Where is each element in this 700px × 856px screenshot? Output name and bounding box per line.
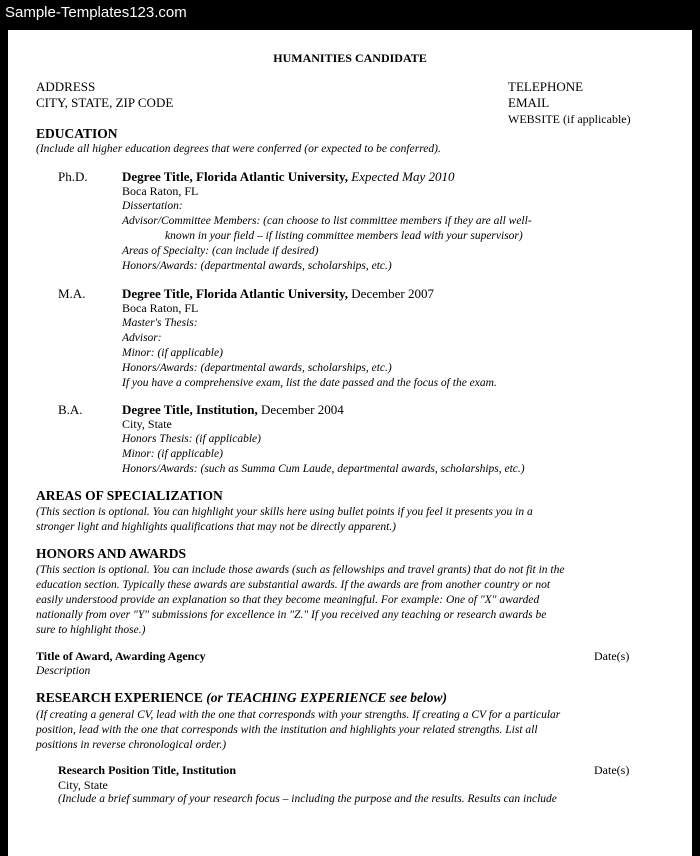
site-watermark: Sample-Templates123.com	[5, 4, 187, 21]
degree-detail: Areas of Specialty: (can include if desired)	[122, 245, 319, 257]
degree-detail: Honors/Awards: (departmental awards, scholarships, etc.)	[122, 260, 392, 272]
paragraph-line: easily understood provide an explanation so that they become meaningful. For example: One of "X" awarded	[36, 594, 540, 606]
specialization-text	[36, 505, 533, 535]
paragraph-line: (If creating a general CV, lead with the one that corresponds with your strengths. If creating a CV for a particular	[36, 709, 561, 721]
degree-title: Degree Title, Florida Atlantic University,	[122, 169, 349, 184]
education-note: (Include all higher education degrees that were conferred (or expected to be conferred).	[36, 143, 441, 155]
research-heading	[36, 690, 447, 706]
honors-heading: HONORS AND AWARDS	[36, 546, 187, 561]
honors-text	[36, 563, 564, 638]
paragraph-line: sure to highlight those.)	[36, 624, 146, 636]
degree-date: Expected May 2010	[351, 169, 455, 184]
research-position-title: Research Position Title, Institution	[58, 763, 237, 777]
degree-detail: Minor: (if applicable)	[122, 448, 223, 460]
degree-detail: Advisor/Committee Members: (can choose to list committee members if they are all well-	[122, 215, 532, 227]
award-date: Date(s)	[594, 649, 630, 663]
degree-detail: Minor: (if applicable)	[122, 347, 223, 359]
telephone: TELEPHONE	[508, 79, 584, 94]
degree-ma-block	[122, 286, 497, 391]
degree-date: December 2007	[351, 286, 434, 301]
research-heading-alt: (or TEACHING EXPERIENCE see below)	[206, 690, 448, 705]
degree-ba-block	[122, 402, 525, 477]
degree-detail: known in your field – if listing committee members lead with your supervisor)	[165, 230, 523, 242]
paragraph-line: (This section is optional. You can include those awards (such as fellowships and travel grants) that do not fit in the	[36, 564, 565, 576]
website: WEBSITE (if applicable)	[508, 112, 631, 126]
paragraph-line: nationally from over "Y" submissions for excellence in "Z." If you received any teaching or research awards be	[36, 609, 547, 621]
degree-location: Boca Raton, FL	[122, 184, 199, 198]
award-description: Description	[36, 665, 91, 677]
specialization-heading: AREAS OF SPECIALIZATION	[36, 488, 223, 503]
degree-detail: If you have a comprehensive exam, list the date passed and the focus of the exam.	[122, 377, 497, 389]
degree-phd-block	[122, 169, 532, 274]
city-state-zip: CITY, STATE, ZIP CODE	[36, 95, 174, 110]
award-title: Title of Award, Awarding Agency	[36, 649, 206, 663]
paragraph-line: stronger light and highlights qualifications that may not be directly apparent.)	[36, 521, 396, 533]
degree-title: Degree Title, Florida Atlantic University,	[122, 286, 349, 301]
degree-date: December 2004	[261, 402, 344, 417]
research-position-date: Date(s)	[594, 763, 630, 777]
degree-title: Degree Title, Institution,	[122, 402, 258, 417]
research-summary: (Include a brief summary of your research focus – including the purpose and the results. Results can include	[58, 793, 557, 805]
research-text	[36, 708, 560, 753]
paragraph-line: positions in reverse chronological order.)	[36, 739, 227, 751]
document-title: HUMANITIES CANDIDATE	[273, 51, 427, 65]
email: EMAIL	[508, 95, 550, 110]
paragraph-line: position, lead with the one that corresponds with the institution and highlights your related strengths. List all	[36, 724, 538, 736]
paragraph-line: education section. Typically these awards are substantial awards. If the awards are from another country or not	[36, 579, 551, 591]
paragraph-line: (This section is optional. You can highlight your skills here using bullet points if you feel it presents you in a	[36, 506, 533, 518]
degree-detail: Honors Thesis: (if applicable)	[122, 433, 261, 445]
degree-detail: Dissertation:	[122, 200, 183, 212]
degree-detail: Honors/Awards: (departmental awards, scholarships, etc.)	[122, 362, 392, 374]
degree-location: City, State	[122, 417, 172, 431]
degree-detail: Honors/Awards: (such as Summa Cum Laude, departmental awards, scholarships, etc.)	[122, 463, 525, 475]
education-heading: EDUCATION	[36, 126, 118, 141]
research-position-city: City, State	[58, 778, 108, 792]
research-heading-main: RESEARCH EXPERIENCE	[36, 690, 203, 705]
degree-phd-label: Ph.D.	[58, 169, 88, 184]
degree-detail: Advisor:	[122, 332, 162, 344]
resume-page	[8, 30, 692, 856]
degree-ba-label: B.A.	[58, 402, 83, 417]
degree-location: Boca Raton, FL	[122, 301, 199, 315]
degree-ma-label: M.A.	[58, 286, 86, 301]
degree-detail: Master's Thesis:	[122, 317, 198, 329]
address-line: ADDRESS	[36, 79, 96, 94]
